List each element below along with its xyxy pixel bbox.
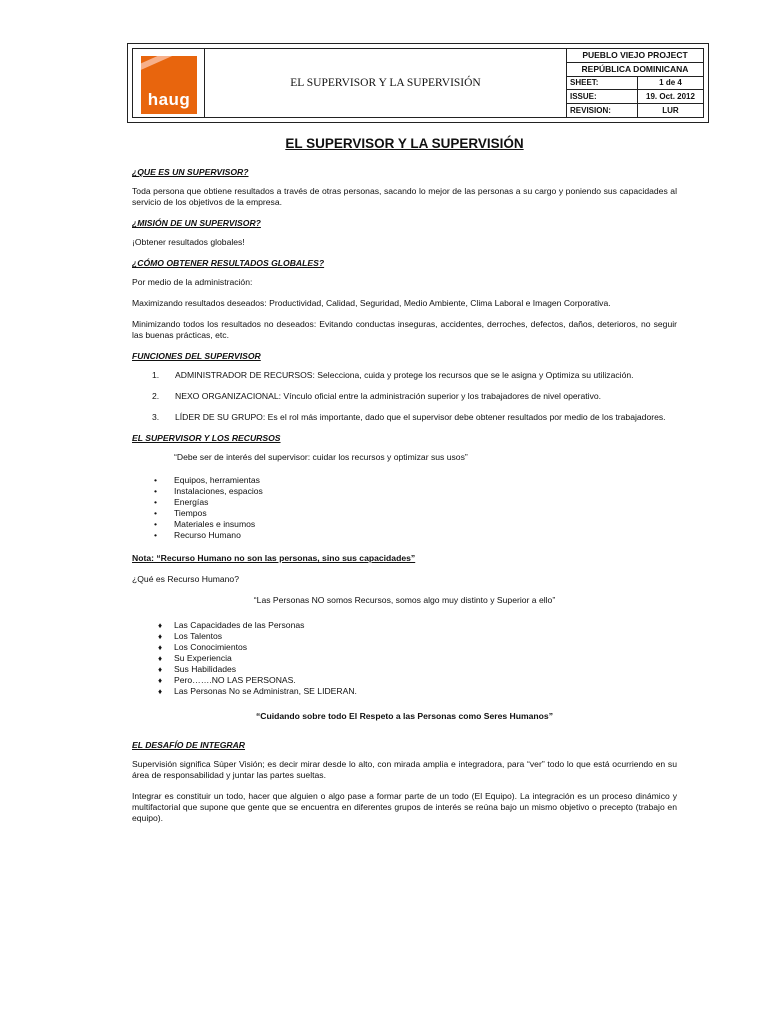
list-item — [132, 497, 677, 508]
list-item — [132, 391, 677, 402]
issue-value: 19. Oct. 2012 — [646, 92, 695, 102]
revision-label: REVISION: — [567, 104, 638, 117]
diamond-bullet-icon: ♦ — [158, 654, 163, 663]
issue-label: ISSUE: — [567, 90, 638, 103]
list-item — [132, 675, 677, 686]
list-item — [132, 631, 677, 642]
paragraph-mission: ¡Obtener resultados globales! — [132, 237, 245, 247]
list-text: Materiales e insumos — [174, 519, 256, 529]
list-item — [132, 508, 677, 519]
bullet-icon: • — [154, 475, 158, 485]
diamond-bullet-icon: ♦ — [158, 687, 163, 696]
list-item — [132, 642, 677, 653]
section-heading-mission: ¿MISIÓN DE UN SUPERVISOR? — [132, 218, 261, 228]
list-text: Los Conocimientos — [174, 642, 248, 652]
diamond-bullet-icon: ♦ — [158, 632, 163, 641]
document-header — [127, 43, 709, 123]
header-title: EL SUPERVISOR Y LA SUPERVISIÓN — [205, 49, 567, 117]
sheet-value: 1 de 4 — [659, 78, 682, 88]
list-text: Instalaciones, espacios — [174, 486, 263, 496]
rh-quote: “Las Personas NO somos Recursos, somos algo muy distinto y Superior a ello” — [253, 595, 556, 605]
diamond-bullet-icon: ♦ — [158, 665, 163, 674]
list-item — [132, 530, 677, 541]
paragraph-integrate-2: Integrar es constituir un todo, hacer que alguien o algo pase a formar parte de un todo (El Equipo). La integración es un proceso dinámico y multifactorial que supone que gente que se encuentra en diferentes grupos de interés se reúna bajo un mismo objetivo o precepto (trabajo en equipo). — [132, 791, 677, 823]
list-text: Su Experiencia — [174, 653, 232, 663]
paragraph-results-3: Minimizando todos los resultados no deseados: Evitando conductas inseguras, accidentes, derroches, defectos, daños, deterioros, no seguir las buenas prácticas, etc. — [132, 319, 677, 340]
list-item — [132, 486, 677, 497]
revision-value: LUR — [662, 106, 679, 116]
list-text: Energías — [174, 497, 209, 507]
paragraph-rh-question: ¿Qué es Recurso Humano? — [132, 574, 239, 584]
diamond-bullet-icon: ♦ — [158, 676, 163, 685]
list-item — [132, 475, 677, 486]
logo-stripe — [141, 56, 197, 71]
list-text: Sus Habilidades — [174, 664, 237, 674]
info-block — [567, 49, 703, 117]
section-heading-integrate: EL DESAFÍO DE INTEGRAR — [132, 740, 246, 750]
list-number: 3. — [152, 412, 160, 422]
functions-list — [132, 370, 677, 423]
capabilities-list — [132, 620, 677, 697]
resources-list — [132, 475, 677, 541]
section-heading-resources: EL SUPERVISOR Y LOS RECURSOS — [132, 433, 281, 443]
paragraph-integrate-1: Supervisión significa Súper Visión; es decir mirar desde lo alto, con mirada amplia e integradora, para “ver” todo lo que está ocurriendo en su área de responsabilidad y juntar las partes sueltas. — [132, 759, 677, 780]
bullet-icon: • — [154, 530, 158, 540]
section-heading-functions: FUNCIONES DEL SUPERVISOR — [132, 351, 261, 361]
list-text: LÍDER DE SU GRUPO: Es el rol más importante, dado que el supervisor debe obtener resultados por medio de los trabajadores. — [175, 412, 666, 422]
paragraph-results-1: Por medio de la administración: — [132, 277, 253, 287]
list-item — [132, 519, 677, 530]
paragraph-results-2: Maximizando resultados deseados: Productividad, Calidad, Seguridad, Medio Ambiente, Clima Laboral e Imagen Corporativa. — [132, 298, 611, 308]
document-body — [132, 136, 677, 834]
list-item — [132, 412, 677, 423]
sheet-label: SHEET: — [567, 77, 638, 90]
list-item — [132, 653, 677, 664]
bullet-icon: • — [154, 508, 158, 518]
logo-cell — [133, 49, 205, 117]
section-heading-supervisor: ¿QUE ES UN SUPERVISOR? — [132, 167, 249, 177]
list-text: Recurso Humano — [174, 530, 241, 540]
list-text: Las Personas No se Administran, SE LIDERAN. — [174, 686, 357, 696]
bullet-icon: • — [154, 486, 158, 496]
resources-quote: “Debe ser de interés del supervisor: cuidar los recursos y optimizar sus usos” — [174, 452, 468, 462]
diamond-bullet-icon: ♦ — [158, 621, 163, 630]
bullet-icon: • — [154, 497, 158, 507]
list-item — [132, 686, 677, 697]
list-text: Los Talentos — [174, 631, 223, 641]
haug-logo — [141, 56, 197, 114]
logo-text: haug — [147, 90, 191, 109]
issue-row — [567, 90, 703, 104]
header-frame — [132, 48, 704, 118]
list-text: ADMINISTRADOR DE RECURSOS: Selecciona, cuida y protege los recursos que se le asigna y Optimiza su utilización. — [175, 370, 634, 380]
respect-statement: “Cuidando sobre todo El Respeto a las Personas como Seres Humanos” — [255, 711, 554, 721]
list-text: NEXO ORGANIZACIONAL: Vínculo oficial entre la administración superior y los trabajadores de nivel operativo. — [175, 391, 602, 401]
bullet-icon: • — [154, 519, 158, 529]
project-country: REPÚBLICA DOMINICANA — [567, 63, 703, 77]
note-human-resources: Nota: “Recurso Humano no son las personas, sino sus capacidades” — [132, 553, 416, 563]
list-number: 2. — [152, 391, 160, 401]
list-number: 1. — [152, 370, 160, 380]
project-name: PUEBLO VIEJO PROJECT — [567, 49, 703, 63]
list-text: Las Capacidades de las Personas — [174, 620, 305, 630]
list-text: Tiempos — [174, 508, 207, 518]
list-item — [132, 620, 677, 631]
revision-row — [567, 104, 703, 117]
diamond-bullet-icon: ♦ — [158, 643, 163, 652]
section-heading-results: ¿CÓMO OBTENER RESULTADOS GLOBALES? — [132, 258, 325, 268]
list-text: Equipos, herramientas — [174, 475, 260, 485]
list-item — [132, 664, 677, 675]
page-title: EL SUPERVISOR Y LA SUPERVISIÓN — [285, 136, 524, 151]
paragraph-supervisor-definition: Toda persona que obtiene resultados a través de otras personas, sacando lo mejor de las personas a su cargo y poniendo sus capacidades al servicio de los objetivos de la empresa. — [132, 186, 677, 207]
list-item — [132, 370, 677, 381]
list-text: Pero…….NO LAS PERSONAS. — [174, 675, 296, 685]
sheet-row — [567, 77, 703, 91]
